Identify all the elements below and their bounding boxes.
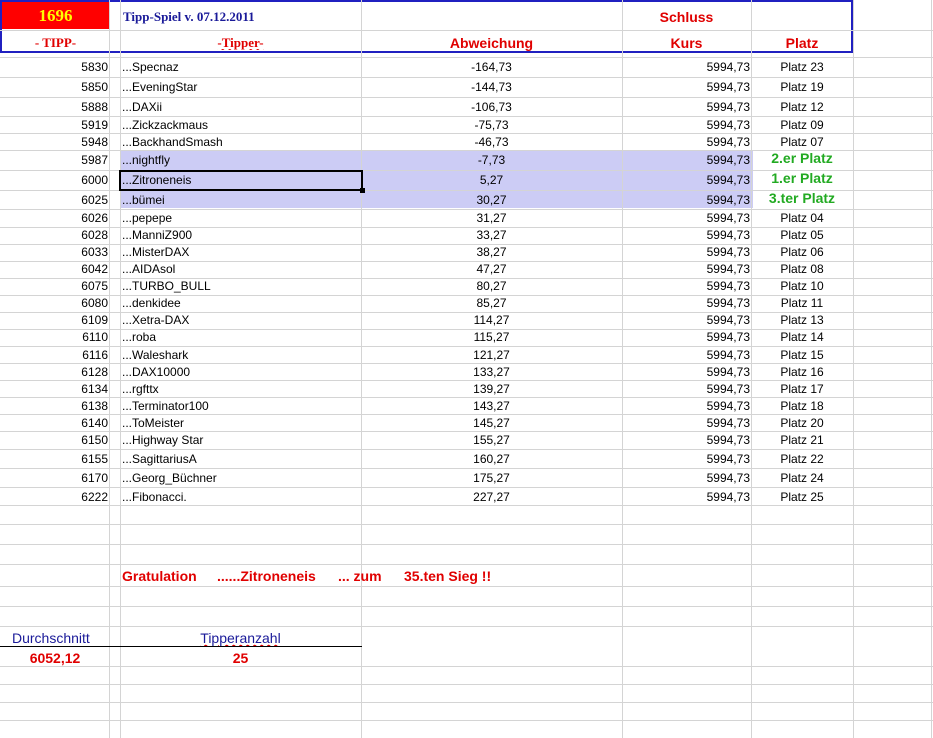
- tipp-value: 6033: [81, 245, 108, 259]
- kurs-value: 5994,73: [706, 80, 750, 94]
- platz-value: Platz 25: [780, 490, 824, 504]
- tipp-value: 5987: [81, 153, 108, 167]
- tipper-name: ...denkidee: [122, 296, 181, 310]
- platz-value: Platz 20: [780, 416, 824, 430]
- platz-value: 1.er Platz: [771, 171, 833, 185]
- abweichung-value: -144,73: [471, 80, 512, 94]
- tipper-name: ...Zickzackmaus: [122, 118, 209, 132]
- tipp-number: 1696: [38, 7, 73, 25]
- tipper-name: ...Georg_Büchner: [122, 471, 217, 485]
- platz-value: Platz 10: [780, 279, 824, 293]
- kurs-value: 5994,73: [706, 245, 750, 259]
- grid-row-line: [0, 431, 933, 432]
- platz-value: Platz 06: [780, 245, 824, 259]
- tipp-value: 5948: [81, 135, 108, 149]
- gratulation-zum: ... zum: [338, 568, 382, 584]
- kurs-value: 5994,73: [706, 382, 750, 396]
- platz-value: Platz 09: [780, 118, 824, 132]
- abweichung-value: 175,27: [473, 471, 510, 485]
- tipp-value: 6075: [81, 279, 108, 293]
- grid-row-line: [0, 397, 933, 398]
- platz-value: Platz 13: [780, 313, 824, 327]
- grid-row-line: [0, 116, 933, 117]
- kurs-value: 5994,73: [706, 490, 750, 504]
- tipper-name: ...pepepe: [122, 211, 173, 225]
- abweichung-value: 160,27: [473, 452, 510, 466]
- platz-value: Platz 24: [780, 471, 824, 485]
- abweichung-value: -75,73: [474, 118, 509, 132]
- grid-row-line: [0, 380, 933, 381]
- abweichung-value: 133,27: [473, 365, 510, 379]
- tipper-name: ...Specnaz: [122, 60, 179, 74]
- tipp-value: 6110: [82, 330, 108, 344]
- column-header-platz: Platz: [785, 35, 819, 51]
- grid-row-line: [0, 487, 933, 488]
- platz-value: Platz 18: [780, 399, 824, 413]
- kurs-value: 5994,73: [706, 296, 750, 310]
- grid-row-line: [0, 505, 933, 506]
- tipp-value: 6026: [81, 211, 108, 225]
- column-header-abweichung: Abweichung: [449, 35, 534, 51]
- tipper-name: ...Xetra-DAX: [122, 313, 190, 327]
- kurs-value: 5994,73: [706, 348, 750, 362]
- platz-value: Platz 15: [780, 348, 824, 362]
- tipper-name: ...TURBO_BULL: [122, 279, 211, 293]
- tipper-name: ...BackhandSmash: [122, 135, 223, 149]
- kurs-value: 5994,73: [706, 100, 750, 114]
- fill-handle[interactable]: [360, 188, 365, 193]
- tipper-name: ...Waleshark: [122, 348, 189, 362]
- schluss-label: Schluss: [659, 9, 714, 25]
- sheet-title: Tipp-Spiel v. 07.12.2011: [123, 10, 255, 24]
- tipp-value: 5919: [81, 118, 108, 132]
- tipp-value: 5850: [81, 80, 108, 94]
- tipp-value: 5830: [81, 60, 108, 74]
- grid-row-line: [0, 77, 933, 78]
- grid-col-line: [109, 0, 110, 738]
- abweichung-value: -46,73: [474, 135, 509, 149]
- grid-row-line: [0, 702, 933, 703]
- abweichung-value: 155,27: [473, 433, 510, 447]
- platz-value: Platz 19: [780, 80, 824, 94]
- column-header-kurs: Kurs: [670, 35, 703, 51]
- tipper-name: ...Zitroneneis: [122, 173, 192, 187]
- platz-value: Platz 04: [780, 211, 824, 225]
- grid-row-line: [0, 449, 933, 450]
- tipper-name: ...MisterDAX: [122, 245, 190, 259]
- abweichung-value: 38,27: [476, 245, 507, 259]
- kurs-value: 5994,73: [706, 173, 750, 187]
- platz-value: Platz 21: [780, 433, 824, 447]
- grid-row-line: [0, 524, 933, 525]
- platz-value: 3.ter Platz: [768, 191, 836, 205]
- abweichung-value: 227,27: [473, 490, 510, 504]
- tipp-value: 6140: [81, 416, 108, 430]
- tipper-name: ...Fibonacci.: [122, 490, 187, 504]
- tipp-value: 6109: [81, 313, 108, 327]
- grid-row-line: [0, 666, 933, 667]
- abweichung-value: 31,27: [476, 211, 507, 225]
- tipperanzahl-value: 25: [232, 650, 249, 666]
- tipp-value: 6128: [81, 365, 108, 379]
- tipper-name: ...DAXii: [122, 100, 163, 114]
- tipper-name: ...bümei: [122, 193, 165, 207]
- grid-row-line: [0, 414, 933, 415]
- grid-row-line: [0, 564, 933, 565]
- summary-underline: [0, 646, 362, 647]
- abweichung-value: 80,27: [476, 279, 507, 293]
- kurs-value: 5994,73: [706, 365, 750, 379]
- kurs-value: 5994,73: [706, 313, 750, 327]
- tipp-value: 6150: [81, 433, 108, 447]
- kurs-value: 5994,73: [706, 399, 750, 413]
- abweichung-value: 30,27: [476, 193, 507, 207]
- abweichung-value: 139,27: [473, 382, 510, 396]
- kurs-value: 5994,73: [706, 193, 750, 207]
- abweichung-value: 33,27: [476, 228, 507, 242]
- tipp-value: 6000: [81, 173, 108, 187]
- tipp-value: 6080: [81, 296, 108, 310]
- column-header-tipper: -Tipper-: [217, 36, 264, 50]
- grid-row-line: [0, 544, 933, 545]
- tipper-name: ...ManniZ900: [122, 228, 193, 242]
- durchschnitt-label: Durchschnitt: [12, 630, 90, 646]
- abweichung-value: 143,27: [473, 399, 510, 413]
- kurs-value: 5994,73: [706, 262, 750, 276]
- abweichung-value: -7,73: [477, 153, 506, 167]
- grid-row-line: [0, 684, 933, 685]
- tipper-name: ...EveningStar: [122, 80, 198, 94]
- grid-row-line: [0, 346, 933, 347]
- platz-value: Platz 14: [780, 330, 824, 344]
- column-header-tipp: - TIPP-: [34, 36, 77, 50]
- grid-col-line: [931, 0, 932, 738]
- platz-value: Platz 11: [780, 296, 824, 310]
- abweichung-value: 5,27: [479, 173, 504, 187]
- tipper-name: ...Terminator100: [122, 399, 209, 413]
- kurs-value: 5994,73: [706, 228, 750, 242]
- grid-col-line: [853, 0, 854, 738]
- tipper-name: ...rgfttx: [122, 382, 159, 396]
- tipp-value: 6134: [81, 382, 108, 396]
- kurs-value: 5994,73: [706, 452, 750, 466]
- tipp-value: 5888: [81, 100, 108, 114]
- platz-value: Platz 05: [780, 228, 824, 242]
- tipperanzahl-label: Tipperanzahl: [200, 630, 281, 646]
- abweichung-value: 85,27: [476, 296, 507, 310]
- platz-value: 2.er Platz: [771, 151, 833, 165]
- tipp-value: 6042: [81, 262, 108, 276]
- active-cell-selection[interactable]: [119, 170, 363, 191]
- tipp-value: 6155: [81, 452, 108, 466]
- abweichung-value: 145,27: [473, 416, 510, 430]
- tipper-name: ...ToMeister: [122, 416, 185, 430]
- tipp-value: 6170: [81, 471, 108, 485]
- grid-row-line: [0, 30, 933, 31]
- platz-value: Platz 07: [780, 135, 824, 149]
- platz-value: Platz 23: [780, 60, 824, 74]
- kurs-value: 5994,73: [706, 416, 750, 430]
- platz-value: Platz 17: [780, 382, 824, 396]
- gratulation-word: Gratulation: [122, 568, 197, 584]
- platz-value: Platz 22: [780, 452, 824, 466]
- gratulation-sieg: 35.ten Sieg !!: [404, 568, 492, 584]
- kurs-value: 5994,73: [706, 118, 750, 132]
- tipper-name: ...nightfly: [122, 153, 171, 167]
- grid-row-line: [0, 606, 933, 607]
- durchschnitt-value: 6052,12: [29, 650, 81, 666]
- grid-row-line: [0, 209, 933, 210]
- tipper-name: ...AIDAsol: [122, 262, 176, 276]
- tipp-value: 6028: [81, 228, 108, 242]
- tipp-value: 6116: [82, 348, 108, 362]
- kurs-value: 5994,73: [706, 433, 750, 447]
- tipper-name: ...Highway Star: [122, 433, 204, 447]
- kurs-value: 5994,73: [706, 135, 750, 149]
- platz-value: Platz 08: [780, 262, 824, 276]
- kurs-value: 5994,73: [706, 211, 750, 225]
- abweichung-value: 115,27: [473, 330, 510, 344]
- abweichung-value: 121,27: [473, 348, 510, 362]
- tipp-value: 6138: [81, 399, 108, 413]
- gratulation-winner: ......Zitroneneis: [217, 568, 316, 584]
- platz-value: Platz 12: [780, 100, 824, 114]
- kurs-value: 5994,73: [706, 471, 750, 485]
- grid-row-line: [0, 626, 933, 627]
- grid-row-line: [0, 133, 933, 134]
- abweichung-value: -106,73: [471, 100, 512, 114]
- tipper-name: ...SagittariusA: [122, 452, 197, 466]
- grid-row-line: [0, 468, 933, 469]
- grid-row-line: [0, 57, 933, 58]
- grid-row-line: [0, 97, 933, 98]
- abweichung-value: 47,27: [476, 262, 507, 276]
- tipp-value: 6222: [81, 490, 108, 504]
- tipp-value: 6025: [81, 193, 108, 207]
- grid-col-line: [120, 0, 121, 738]
- kurs-value: 5994,73: [706, 330, 750, 344]
- grid-row-line: [0, 363, 933, 364]
- platz-value: Platz 16: [780, 365, 824, 379]
- grid-row-line: [0, 586, 933, 587]
- kurs-value: 5994,73: [706, 279, 750, 293]
- abweichung-value: -164,73: [471, 60, 512, 74]
- grid-row-line: [0, 720, 933, 721]
- kurs-value: 5994,73: [706, 153, 750, 167]
- kurs-value: 5994,73: [706, 60, 750, 74]
- abweichung-value: 114,27: [473, 313, 510, 327]
- tipper-name: ...DAX10000: [122, 365, 191, 379]
- tipper-name: ...roba: [122, 330, 157, 344]
